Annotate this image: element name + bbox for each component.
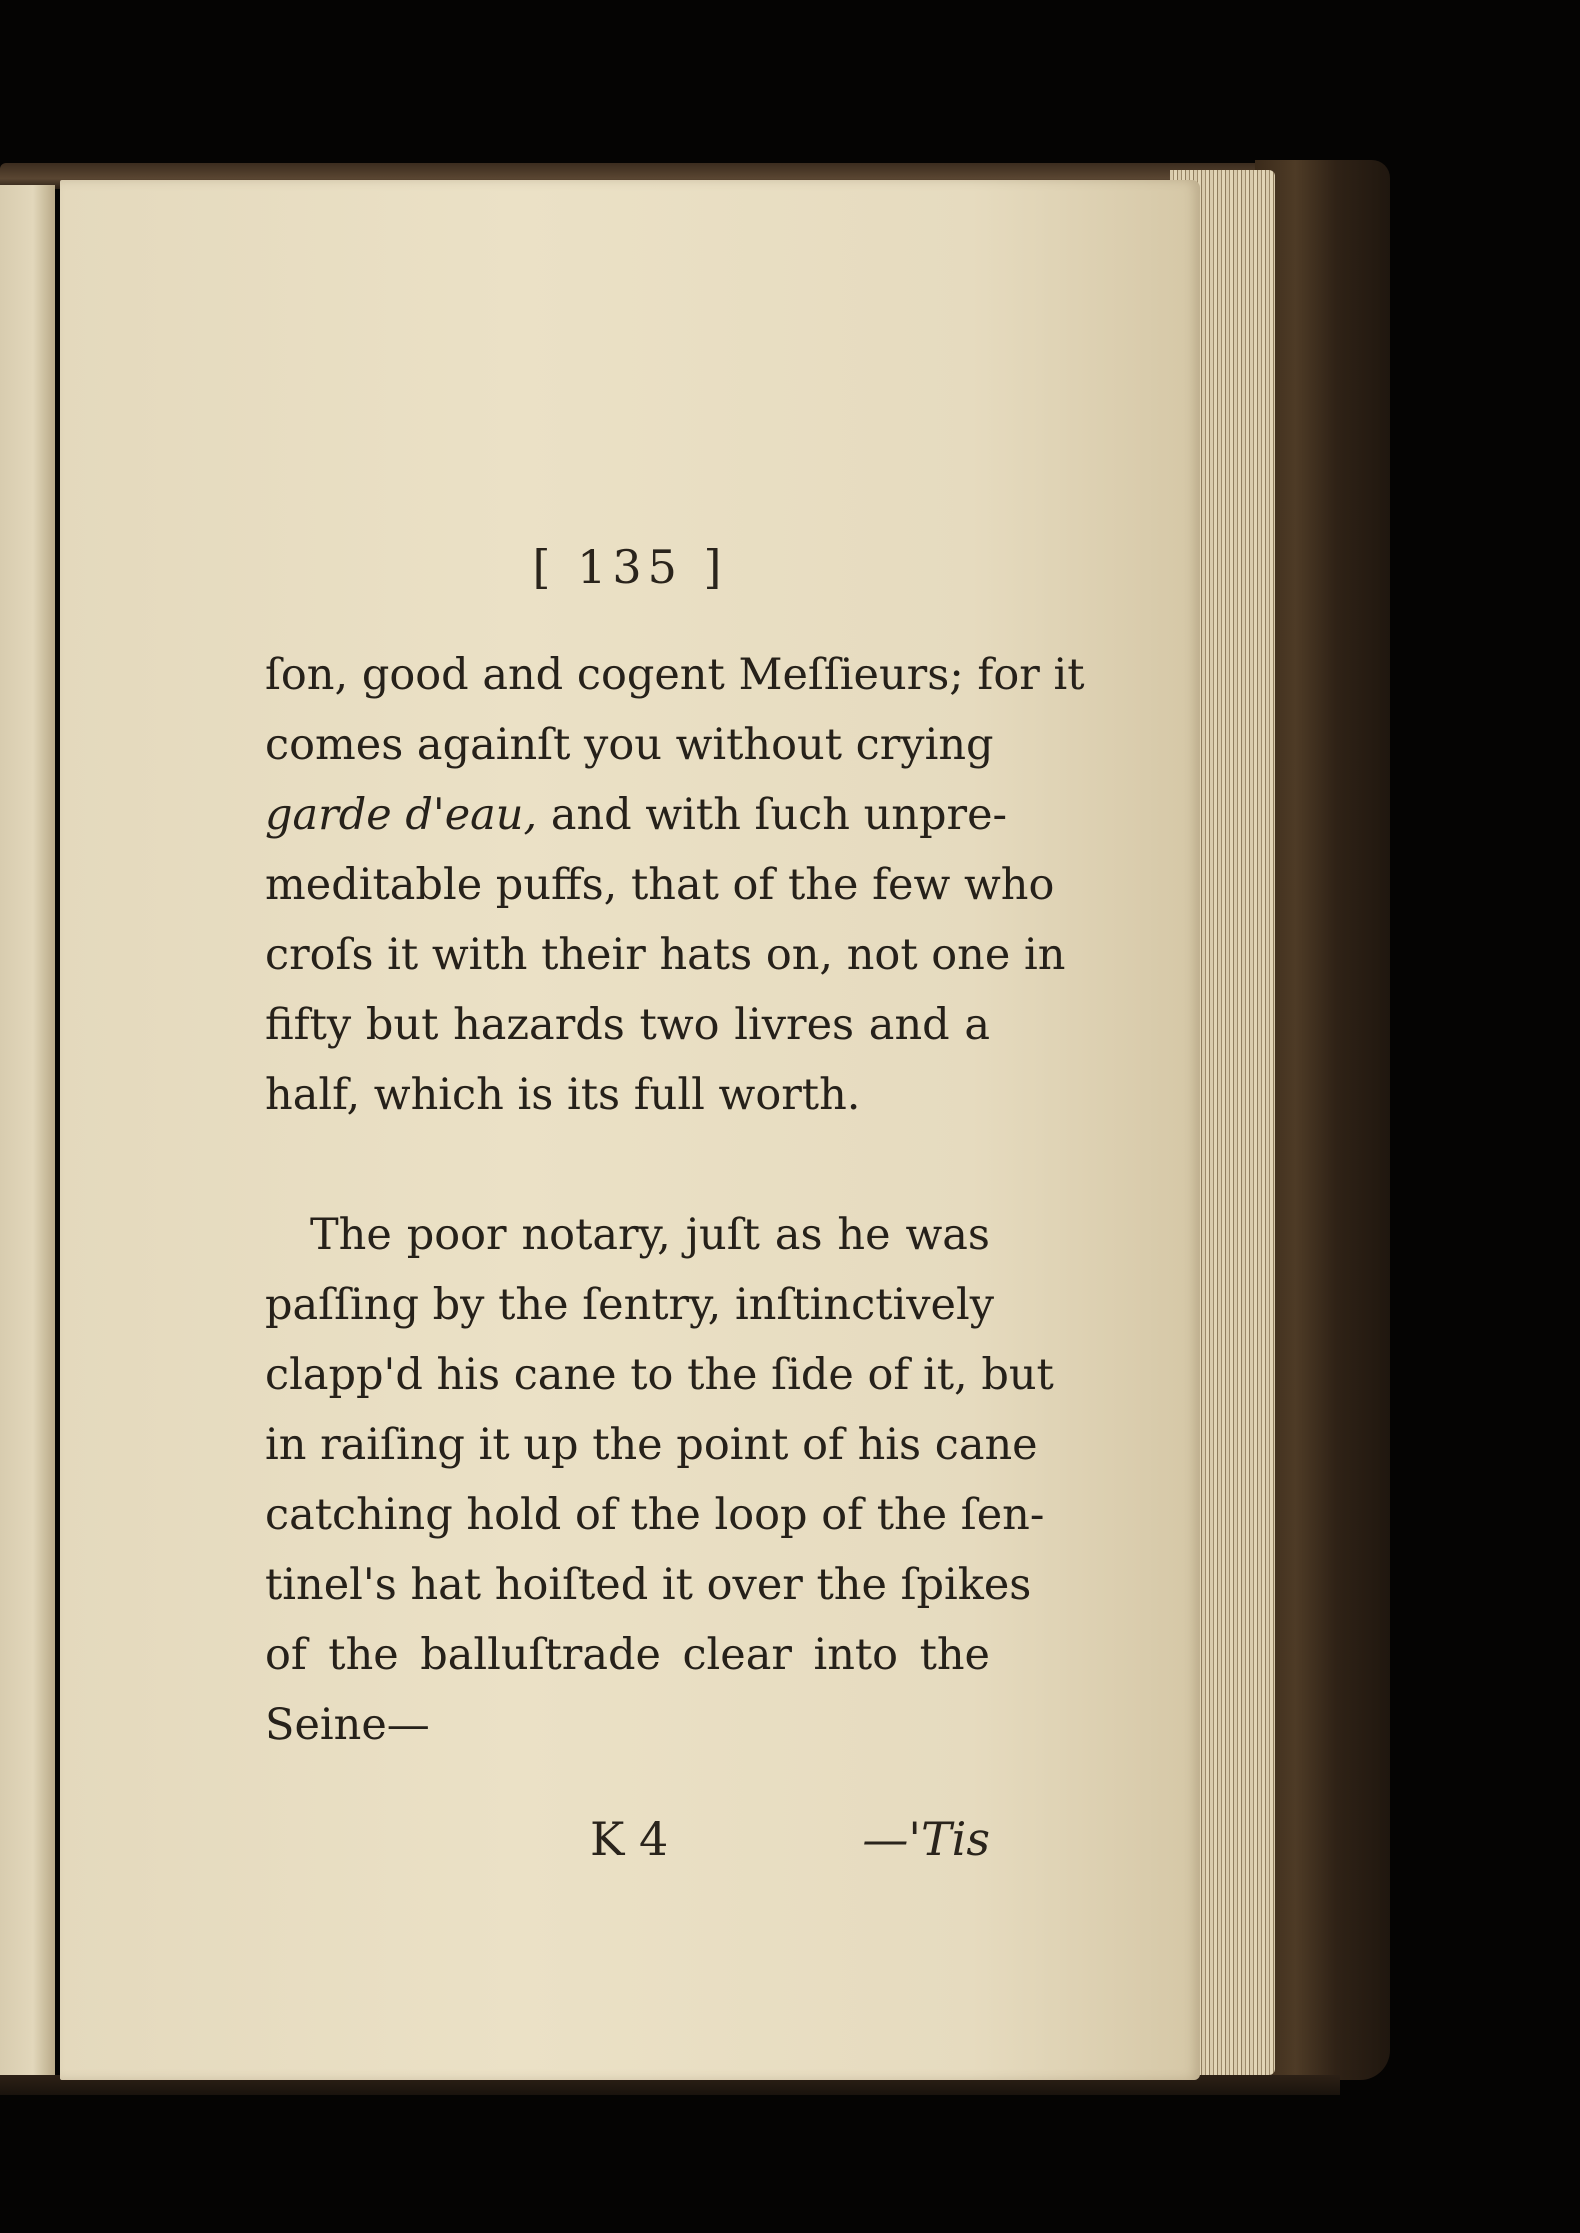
text-line: croſs it with their hats on, not one in (265, 930, 1066, 980)
book-page (60, 180, 1200, 2080)
text-line: clapp'd his cane to the ſide of it, but (265, 1350, 1054, 1400)
text-line: Seine— (265, 1700, 430, 1750)
page-number: [ 135 ] (532, 540, 728, 594)
catchword: —'Tis (862, 1812, 990, 1866)
text-line: fifty but hazards two livres and a (265, 1000, 990, 1050)
text-line: The poor notary, juſt as he was (310, 1210, 990, 1260)
signature-mark: K 4 (590, 1812, 669, 1866)
text-line: tinel's hat hoiſted it over the ſpikes (265, 1560, 1032, 1610)
book-cover-spine (1255, 160, 1390, 2080)
text-line: of the balluſtrade clear into the (265, 1630, 990, 1680)
italic-phrase: garde d'eau, (265, 790, 538, 840)
text-line: half, which is its full worth. (265, 1070, 861, 1120)
text-fragment: and with ſuch unpre- (537, 790, 1008, 840)
text-line: comes againſt you without crying (265, 720, 994, 770)
text-line: meditable puffs, that of the few who (265, 860, 1055, 910)
paragraph-break (265, 1130, 990, 1200)
text-line: in raiſing it up the point of his cane (265, 1420, 1038, 1470)
page-text (265, 640, 1085, 1760)
text-line: catching hold of the loop of the ſen- (265, 1490, 1045, 1540)
left-page (0, 185, 55, 2075)
text-line: ſon, good and cogent Meſſieurs; for it (265, 650, 1085, 700)
text-line (265, 780, 1008, 850)
text-line: paſſing by the ſentry, inſtinctively (265, 1280, 995, 1330)
page-footer (590, 1812, 990, 1882)
